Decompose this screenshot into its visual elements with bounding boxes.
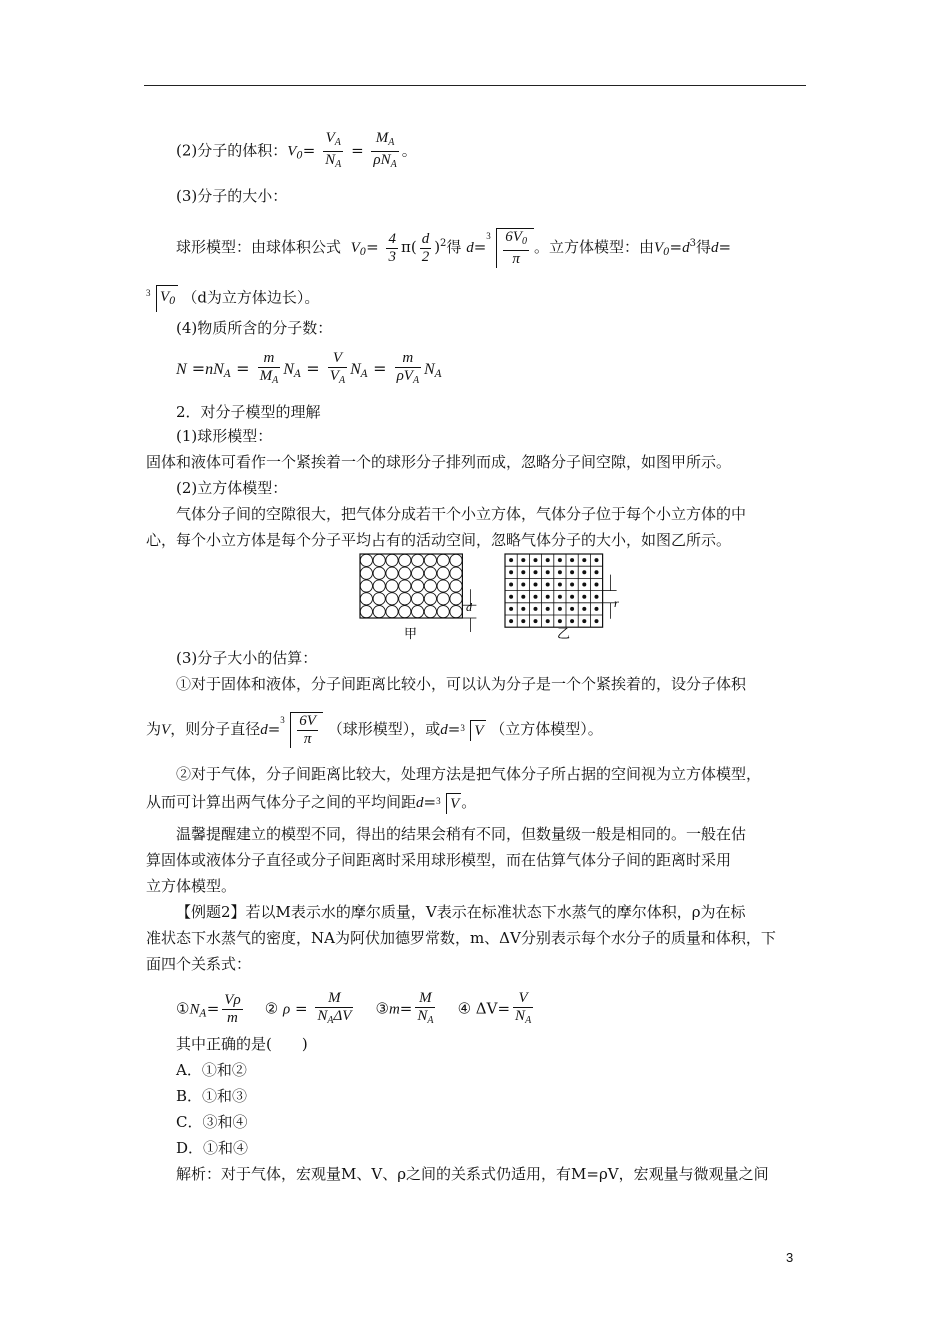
gas-molecule: [570, 570, 574, 574]
sphere-molecule: [386, 593, 398, 605]
gas-molecule: [558, 558, 562, 562]
option-a: A．①和②: [176, 1061, 247, 1079]
gas-molecule: [509, 583, 513, 587]
page-number: 3: [786, 1250, 794, 1265]
estimation-solid-1: ①对于固体和液体，分子间距离比较小，可以认为分子是一个个紧挨着的，设分子体积: [176, 675, 747, 693]
header-rule: [144, 85, 806, 86]
gas-molecule: [534, 607, 538, 611]
gas-molecule: [521, 583, 525, 587]
figure-label-jia: 甲: [404, 627, 418, 642]
sphere-molecule: [412, 567, 424, 579]
gas-molecule: [582, 558, 586, 562]
formula-molecule-volume: (2)分子的体积：$V_0=$ $\frac{V_A}{N_A}$ = $\frac{M_A}{\rho N_A}$ 。: [176, 130, 417, 170]
sphere-molecule: [450, 554, 462, 566]
sphere-molecule: [450, 593, 462, 605]
gas-molecule: [546, 583, 550, 587]
sphere-molecule: [360, 554, 372, 566]
sphere-packing-figure: [360, 554, 476, 632]
gas-molecule: [521, 619, 525, 623]
sphere-model-heading: (1)球形模型：: [176, 427, 273, 445]
estimation-heading: (3)分子大小的估算：: [176, 649, 318, 667]
sphere-molecule: [373, 606, 385, 618]
gas-molecule: [521, 607, 525, 611]
heading-molecule-size: (3)分子的大小：: [176, 187, 288, 205]
gas-molecule: [546, 619, 550, 623]
gas-molecule: [595, 570, 599, 574]
example-line-3: 面四个关系式：: [146, 955, 252, 973]
answer-analysis: 解析：对于气体，宏观量M、V、ρ之间的关系式仍适用，有M=ρV，宏观量与微观量之间: [176, 1165, 769, 1183]
formula-sphere-model: 球形模型：由球体积公式 $V_0=$ $\frac{4}{3}$ π( $\frac{d}{2}$ )$^2$得 d= 3 $\frac{6V_0}{\pi}$ 。立方体模型：由$V_0=d^3$得d=: [176, 229, 732, 267]
example-line-1: 【例题2】若以M表示水的摩尔质量，V表示在标准状态下水蒸气的摩尔体积，ρ为在标: [176, 903, 746, 921]
estimation-solid-2: 为V，则分子直径d= 3 $\frac{6V}{\pi}$ （球形模型），或d= 3 V （立方体模型）。: [146, 713, 603, 747]
section-heading: 2．对分子模型的理解: [176, 403, 321, 421]
sphere-molecule: [412, 554, 424, 566]
gas-molecule: [558, 570, 562, 574]
gas-molecule: [595, 558, 599, 562]
sphere-molecule: [373, 593, 385, 605]
gas-molecule: [509, 558, 513, 562]
sphere-molecule: [437, 554, 449, 566]
sphere-molecule: [412, 593, 424, 605]
sphere-molecule: [399, 554, 411, 566]
gas-molecule: [558, 583, 562, 587]
tip-line-3: 立方体模型。: [146, 877, 237, 895]
model-diagram: [358, 552, 628, 642]
gas-molecule: [570, 619, 574, 623]
sphere-molecule: [373, 580, 385, 592]
figure-label-r: r: [614, 596, 619, 610]
formula-molecule-count: $N =nN_A$ = $\frac{m}{M_A}$ $N_A$ = $\frac{V}{V_A}$ $N_A$ = $\frac{m}{\rho V_A}$ $N_A$: [176, 350, 442, 386]
sphere-molecule: [437, 593, 449, 605]
sphere-molecule: [450, 567, 462, 579]
sphere-molecule: [424, 554, 436, 566]
gas-molecule: [570, 595, 574, 599]
estimation-gas-2: 从而可计算出两气体分子之间的平均间距d= 3 V 。: [146, 793, 477, 812]
gas-molecule: [509, 607, 513, 611]
sphere-molecule: [373, 554, 385, 566]
gas-molecule: [582, 619, 586, 623]
sphere-molecule: [386, 580, 398, 592]
sphere-molecule: [360, 606, 372, 618]
tip-line-2: 算固体或液体分子直径或分子间距离时采用球形模型，而在估算气体分子间的距离时采用: [146, 851, 732, 869]
gas-molecule: [595, 607, 599, 611]
sphere-molecule: [399, 567, 411, 579]
gas-molecule: [558, 607, 562, 611]
gas-molecule: [534, 595, 538, 599]
figure-label-d: d: [466, 600, 472, 614]
gas-molecule: [546, 607, 550, 611]
example-line-2: 准状态下水蒸气的密度，NA为阿伏加德罗常数，m、ΔV分别表示每个水分子的质量和体积，下: [146, 929, 776, 947]
cube-model-text-1: 气体分子间的空隙很大，把气体分成若干个小立方体，气体分子位于每个小立方体的中: [176, 505, 747, 523]
gas-molecule: [509, 595, 513, 599]
sphere-molecule: [399, 593, 411, 605]
sphere-molecule: [399, 606, 411, 618]
sphere-molecule: [386, 606, 398, 618]
option-b: B．①和③: [176, 1087, 248, 1105]
question-stem: 其中正确的是( ): [176, 1035, 308, 1053]
sphere-molecule: [386, 554, 398, 566]
formula-cube-root: 3 $V_0$ （d为立方体边长）。: [146, 285, 319, 312]
sphere-model-text: 固体和液体可看作一个紧挨着一个的球形分子排列而成，忽略分子间空隙，如图甲所示。: [146, 453, 732, 471]
gas-molecule: [546, 570, 550, 574]
sphere-molecule: [360, 567, 372, 579]
option-c: C．③和④: [176, 1113, 248, 1131]
gas-molecule: [595, 619, 599, 623]
sphere-molecule: [450, 580, 462, 592]
sphere-molecule: [373, 567, 385, 579]
gas-molecule: [534, 570, 538, 574]
gas-molecule: [558, 619, 562, 623]
gas-molecule: [582, 570, 586, 574]
heading-molecule-count: (4)物质所含的分子数：: [176, 319, 333, 337]
estimation-gas-1: ②对于气体，分子间距离比较大，处理方法是把气体分子所占据的空间视为立方体模型，: [176, 765, 762, 783]
tip-line-1: 温馨提醒建立的模型不同，得出的结果会稍有不同，但数量级一般是相同的。一般在估: [176, 825, 747, 843]
gas-molecule: [582, 583, 586, 587]
gas-molecule: [546, 558, 550, 562]
gas-molecule: [558, 595, 562, 599]
gas-molecule: [534, 558, 538, 562]
sphere-molecule: [424, 567, 436, 579]
gas-molecule: [582, 595, 586, 599]
gas-molecule: [521, 595, 525, 599]
cube-model-heading: (2)立方体模型：: [176, 479, 288, 497]
gas-molecule: [570, 558, 574, 562]
sphere-molecule: [437, 580, 449, 592]
sphere-molecule: [412, 580, 424, 592]
gas-molecule: [595, 583, 599, 587]
sphere-molecule: [360, 580, 372, 592]
gas-molecule: [546, 595, 550, 599]
gas-molecule: [570, 583, 574, 587]
gas-molecule: [570, 607, 574, 611]
cube-model-text-2: 心，每个小立方体是每个分子平均占有的活动空间，忽略气体分子的大小，如图乙所示。: [146, 531, 732, 549]
sphere-molecule: [424, 606, 436, 618]
model-figures: [358, 552, 628, 646]
sphere-molecule: [399, 580, 411, 592]
gas-molecule: [534, 619, 538, 623]
gas-molecule: [582, 607, 586, 611]
gas-molecule: [595, 595, 599, 599]
figure-label-yi: 乙: [557, 627, 571, 642]
gas-molecule: [509, 619, 513, 623]
sphere-molecule: [360, 593, 372, 605]
sphere-molecule: [437, 606, 449, 618]
sphere-molecule: [424, 593, 436, 605]
option-d: D．①和④: [176, 1139, 249, 1157]
sphere-molecule: [424, 580, 436, 592]
sphere-molecule: [386, 567, 398, 579]
sphere-molecule: [437, 567, 449, 579]
gas-molecule: [509, 570, 513, 574]
sphere-molecule: [450, 606, 462, 618]
relations-row: $①N_A=$ $\frac{V\rho}{m}$ ② ρ = $\frac{M}{N_A\Delta V}$ ③m= $\frac{M}{N_A}$ ④ ΔV= $\frac{V}{N_A}$: [176, 990, 532, 1026]
sphere-molecule: [412, 606, 424, 618]
gas-molecule: [534, 583, 538, 587]
cube-grid-figure: [505, 554, 617, 627]
gas-molecule: [521, 570, 525, 574]
gas-molecule: [521, 558, 525, 562]
